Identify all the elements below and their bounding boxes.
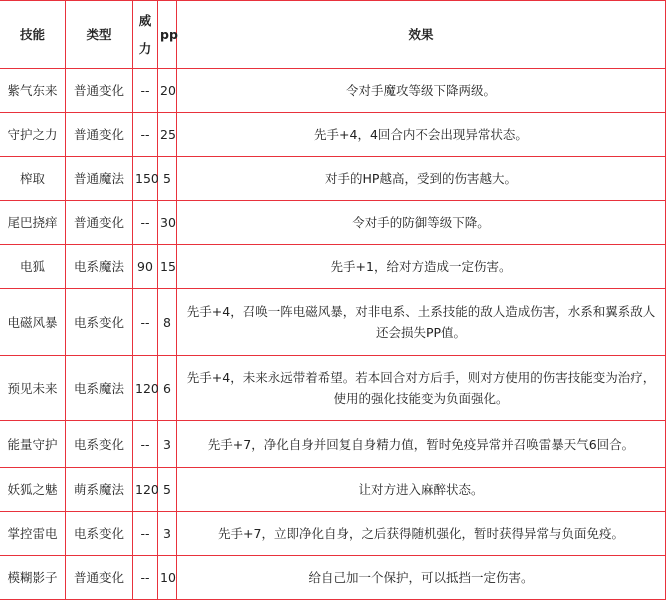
skill-pp-cell: 15 (158, 245, 177, 289)
skill-pp-cell: 5 (158, 157, 177, 201)
skill-pp-cell: 6 (158, 356, 177, 421)
table-row (0, 113, 666, 157)
skill-type-cell: 电系变化 (66, 421, 133, 468)
skill-power-cell: 90 (133, 245, 158, 289)
skill-name-cell: 守护之力 (0, 113, 66, 157)
skill-power-cell: -- (133, 421, 158, 468)
header-type: 类型 (66, 1, 133, 69)
table-row (0, 468, 666, 512)
skill-pp-cell: 3 (158, 512, 177, 556)
skill-effect-cell: 令对手的防御等级下降。 (177, 201, 666, 245)
table-row (0, 157, 666, 201)
skill-power-cell: -- (133, 556, 158, 600)
table-row (0, 201, 666, 245)
header-effect: 效果 (177, 1, 666, 69)
skill-name-cell: 妖狐之魅 (0, 468, 66, 512)
skill-effect-cell: 对手的HP越高，受到的伤害越大。 (177, 157, 666, 201)
skill-name-cell: 榨取 (0, 157, 66, 201)
skill-type-cell: 电系变化 (66, 289, 133, 356)
skill-name-cell: 模糊影子 (0, 556, 66, 600)
skill-pp-cell: 10 (158, 556, 177, 600)
skill-name-cell: 尾巴挠痒 (0, 201, 66, 245)
header-power-label: 威力 (138, 12, 152, 56)
skill-power-cell: -- (133, 289, 158, 356)
skill-pp-cell: 5 (158, 468, 177, 512)
header-pp: pp (158, 1, 177, 69)
table-row (0, 245, 666, 289)
skill-effect-cell: 先手+4，未来永远带着希望。若本回合对方后手，则对方使用的伤害技能变为治疗，使用的强化技能变为负面强化。 (177, 356, 666, 421)
header-skill: 技能 (0, 1, 66, 69)
skill-effect-cell: 给自己加一个保护，可以抵挡一定伤害。 (177, 556, 666, 600)
skill-effect-cell: 先手+7，净化自身并回复自身精力值，暂时免疫异常并召唤雷暴天气6回合。 (177, 421, 666, 468)
skill-pp-cell: 25 (158, 113, 177, 157)
table-row (0, 556, 666, 600)
skill-type-cell: 电系变化 (66, 512, 133, 556)
skill-power-cell: 120 (133, 356, 158, 421)
skill-name-cell: 紫气东来 (0, 69, 66, 113)
skill-effect-cell: 先手+4，4回合内不会出现异常状态。 (177, 113, 666, 157)
skill-type-cell: 萌系魔法 (66, 468, 133, 512)
skill-power-cell: 120 (133, 468, 158, 512)
skill-effect-cell: 让对方进入麻醉状态。 (177, 468, 666, 512)
skill-type-cell: 普通变化 (66, 556, 133, 600)
skill-pp-cell: 3 (158, 421, 177, 468)
table-row (0, 69, 666, 113)
skill-name-cell: 能量守护 (0, 421, 66, 468)
skill-power-cell: -- (133, 69, 158, 113)
skill-effect-cell: 先手+7，立即净化自身，之后获得随机强化，暂时获得异常与负面免疫。 (177, 512, 666, 556)
skill-name-cell: 预见未来 (0, 356, 66, 421)
table-row (0, 356, 666, 421)
table-row (0, 289, 666, 356)
skill-type-cell: 电系魔法 (66, 356, 133, 421)
skill-pp-cell: 30 (158, 201, 177, 245)
header-power (133, 1, 158, 69)
skill-effect-cell: 先手+4，召唤一阵电磁风暴，对非电系、土系技能的敌人造成伤害，水系和翼系敌人还会损失PP值。 (177, 289, 666, 356)
skill-name-cell: 电磁风暴 (0, 289, 66, 356)
skill-effect-cell: 先手+1，给对方造成一定伤害。 (177, 245, 666, 289)
header-row (0, 1, 666, 69)
skill-pp-cell: 20 (158, 69, 177, 113)
skill-power-cell: 150 (133, 157, 158, 201)
table-row (0, 512, 666, 556)
skill-type-cell: 电系魔法 (66, 245, 133, 289)
skill-type-cell: 普通魔法 (66, 157, 133, 201)
skill-power-cell: -- (133, 113, 158, 157)
skill-type-cell: 普通变化 (66, 69, 133, 113)
skill-name-cell: 掌控雷电 (0, 512, 66, 556)
skill-effect-cell: 令对手魔攻等级下降两级。 (177, 69, 666, 113)
skill-power-cell: -- (133, 201, 158, 245)
skill-pp-cell: 8 (158, 289, 177, 356)
skill-power-cell: -- (133, 512, 158, 556)
skill-type-cell: 普通变化 (66, 201, 133, 245)
table-row (0, 421, 666, 468)
skill-name-cell: 电狐 (0, 245, 66, 289)
skill-type-cell: 普通变化 (66, 113, 133, 157)
